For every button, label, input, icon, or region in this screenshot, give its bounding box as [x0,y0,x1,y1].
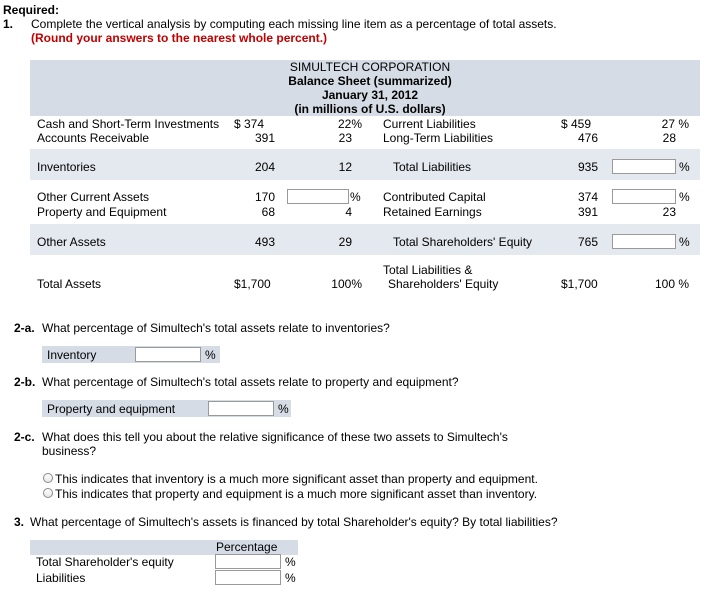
cc-amount: 374 [577,190,598,204]
tl-amount: 935 [577,160,598,174]
cl-amount: $ 459 [561,117,592,131]
sheet-title: Balance Sheet (summarized) [288,74,452,88]
tse-pct-input[interactable] [612,234,676,249]
ltl-pct: 28 [662,131,676,145]
sheet-date: January 31, 2012 [321,88,419,102]
q2c-text-line1: What does this tell you about the relative significance of these two assets to Simultech's [42,430,508,444]
option-ppe-radio[interactable] [43,488,53,498]
q3-liabilities-suffix: % [285,571,296,585]
ta-pct: 100% [331,277,362,291]
q2a-suffix: % [205,348,216,362]
cl-label: Current Liabilities [383,117,476,131]
tl-label: Total Liabilities [393,160,472,174]
required-label: Required: [3,3,60,17]
cash-pct: 22% [337,117,362,131]
q2a-field-label: Inventory [47,348,97,362]
re-pct: 23 [662,205,676,219]
q2c-text-line2: business? [42,444,97,458]
ar-amount: 391 [254,131,275,145]
ppe-pct: 4 [345,205,352,219]
tlse-label-line1: Total Liabilities & [383,263,473,277]
cc-pct-input[interactable] [612,189,676,204]
ppe-amount: 68 [261,205,275,219]
cl-pct: 27 % [661,117,689,131]
q1-text: Complete the vertical analysis by computing each missing line item as a percentage of total assets. [31,17,557,31]
ppe-pct-input[interactable] [208,401,274,416]
row-band [30,224,700,255]
cc-pct-suffix: % [679,190,690,204]
inv-label: Inventories [37,160,96,174]
cash-amount: $ 374 [234,117,265,131]
q2a-text: What percentage of Simultech's total assets relate to inventories? [42,321,390,335]
oa-amount: 493 [254,235,275,249]
cash-label: Cash and Short-Term Investments [37,117,220,131]
liabilities-pct-input[interactable] [215,570,281,585]
q2b-text: What percentage of Simultech's total assets relate to property and equipment? [42,375,459,389]
re-label: Retained Earnings [383,205,482,219]
q3-column-header: Percentage [216,540,278,554]
oca-pct-input[interactable] [287,189,349,204]
q2c-number: 2-c. [14,430,35,444]
oa-pct: 29 [338,235,352,249]
q3-text: What percentage of Simultech's assets is financed by total Shareholder's equity? By total liabilities? [30,515,558,529]
ta-amount: $1,700 [234,277,271,291]
q3-liabilities-label: Liabilities [36,571,86,585]
tse-pct-suffix: % [679,235,690,249]
ltl-amount: 476 [577,131,598,145]
ltl-label: Long-Term Liabilities [383,131,494,145]
tlse-label-line2: Shareholders' Equity [388,277,499,291]
inventory-pct-input[interactable] [135,347,201,362]
q1-number: 1. [3,17,14,31]
ta-label: Total Assets [37,277,102,291]
oca-pct-suffix: % [350,190,361,204]
q2b-number: 2-b. [14,375,36,389]
inv-amount: 204 [254,160,275,174]
row-band [30,149,700,180]
q2a-number: 2-a. [14,321,35,335]
tl-pct-suffix: % [679,160,690,174]
tlse-amount: $1,700 [561,277,598,291]
oca-label: Other Current Assets [37,190,150,204]
cc-label: Contributed Capital [383,190,486,204]
tl-pct-input[interactable] [612,159,676,174]
option-inventory-radio[interactable] [43,473,53,483]
tse-label: Total Shareholders' Equity [393,235,533,249]
tlse-pct: 100 % [654,277,689,291]
tse-amount: 765 [577,235,598,249]
option-inventory-label[interactable]: This indicates that inventory is a much more significant asset than property and equipment. [55,472,538,486]
oa-label: Other Assets [37,235,106,249]
ar-pct: 23 [338,131,352,145]
ar-label: Accounts Receivable [37,131,150,145]
inv-pct: 12 [338,160,352,174]
re-amount: 391 [577,205,598,219]
company-name: SIMULTECH CORPORATION [289,60,451,74]
option-ppe-label[interactable]: This indicates that property and equipment is a much more significant asset than inventory. [55,487,538,501]
q1-rounding-note: (Round your answers to the nearest whole percent.) [31,31,328,45]
q3-equity-suffix: % [285,555,296,569]
equity-pct-input[interactable] [215,554,281,569]
q2b-suffix: % [278,402,289,416]
q3-equity-label: Total Shareholder's equity [36,555,174,569]
ppe-label: Property and Equipment [37,205,167,219]
oca-amount: 170 [254,190,275,204]
sheet-units: (in millions of U.S. dollars) [294,102,446,116]
q3-number: 3. [14,515,25,529]
q2b-field-label: Property and equipment [47,402,176,416]
